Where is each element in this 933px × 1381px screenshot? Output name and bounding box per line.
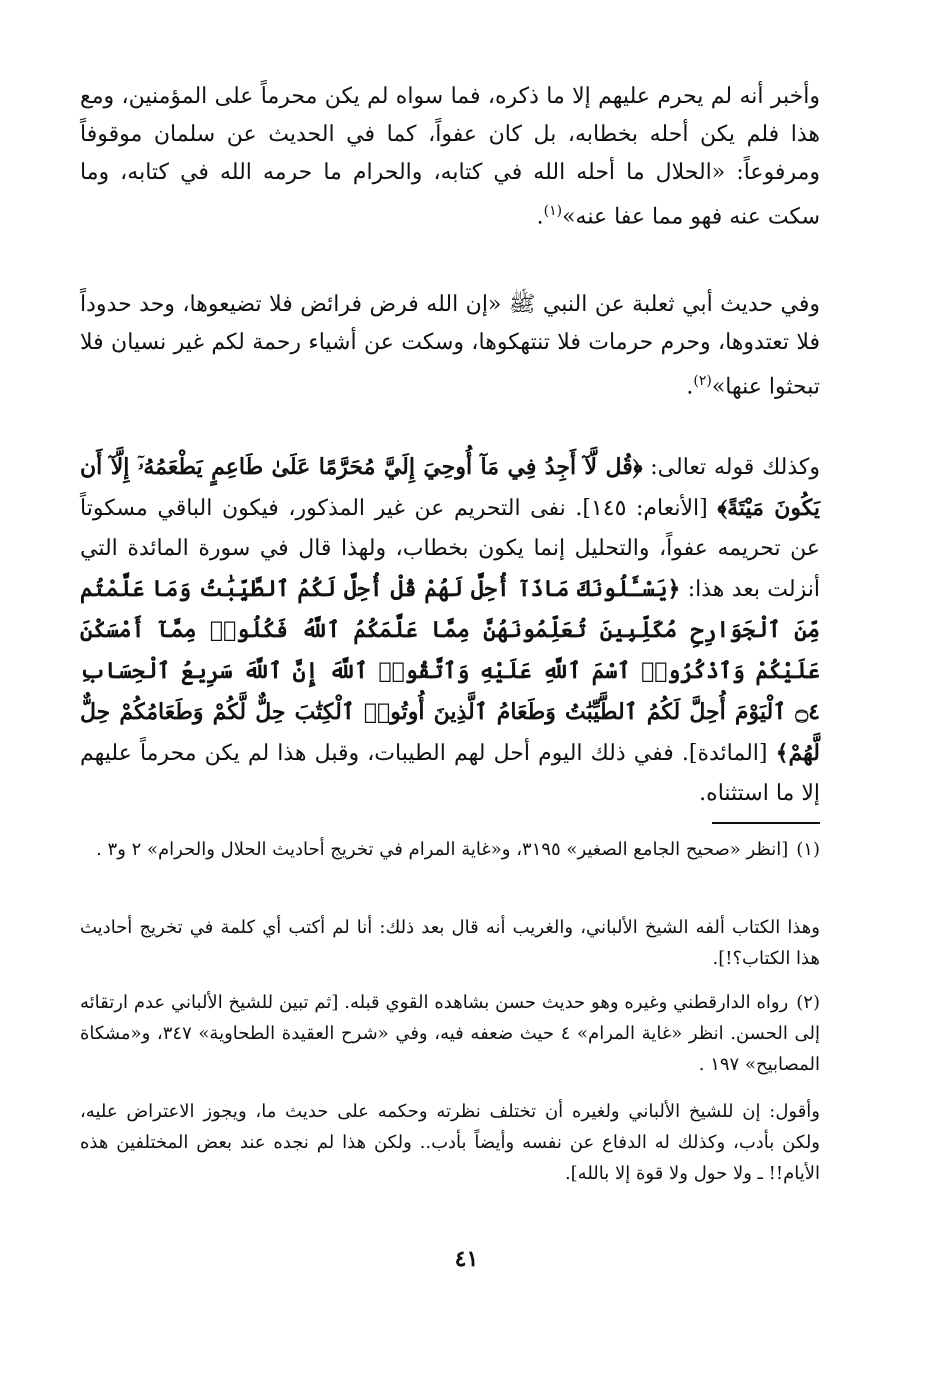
footnote-1: [80, 834, 820, 865]
quran-verse-maidah: ﴿يَسْـَٔلُونَكَ مَاذَآ أُحِلَّ لَهُمْ قُلْ أُحِلَّ لَكُمُ ٱلطَّيِّبَٰتُ وَمَا عَلَّمْتُم مِّنَ ٱلْجَوَارِحِ مُكَلِّبِينَ تُعَلِّمُونَهُنَّ مِمَّا عَلَّمَكُمُ ٱللَّهُ فَكُلُوا۟ مِمَّآ أَمْسَكْنَ عَلَيْكُمْ وَٱذْكُرُوا۟ ٱسْمَ ٱللَّهِ عَلَيْهِ وَٱتَّقُوا۟ ٱللَّهَ إِنَّ ٱللَّهَ سَرِيعُ ٱلْحِسَابِ ۝٤ ٱلْيَوْمَ أُحِلَّ لَكُمُ ٱلطَّيِّبَٰتُ وَطَعَامُ ٱلَّذِينَ أُوتُوا۟ ٱلْكِتَٰبَ حِلٌّ لَّكُمْ وَطَعَامُكُمْ حِلٌّ لَّهُمْ﴾: [80, 576, 820, 766]
paragraph-2-end: .: [686, 374, 694, 400]
quran-verse-anam: ﴿قُل لَّآ أَجِدُ فِي مَآ أُوحِيَ إِلَيَّ مُحَرَّمًا عَلَىٰ طَاعِمٍ يَطْعَمُهُۥٓ إِلَّآ أَن يَكُونَ مَيْتَةً﴾: [80, 454, 821, 521]
paragraph-1: [80, 78, 820, 236]
paragraph-3-intro: وكذلك قوله تعالى:: [642, 455, 821, 480]
footnote-ref-1[interactable]: (١): [543, 203, 563, 219]
page-number: ٤١: [454, 1246, 479, 1272]
paragraph-2: [80, 286, 820, 406]
footnote-2-number: (٢): [796, 992, 820, 1013]
footnote-2-text: رواه الدارقطني وغيره وهو حديث حسن بشاهده القوي قبله. [ثم تبين للشيخ الألباني عدم ارتقائه إلى الحسن. انظر «غاية المرام» ٤ حيث ضعفه فيه، وفي «شرح العقيدة الطحاوية» ٣٤٧، و«مشكاة المصابيح» ١٩٧ .: [80, 992, 820, 1075]
footnote-2-extra: وأقول: إن للشيخ الألباني ولغيره أن تختلف نظرته وحكمه على حديث ما، ويجوز الاعتراض عليه، ولكن بأدب، وكذلك له الدفاع عن نفسه وأيضاً بأدب.. ولكن هذا لم نجده عند بعض المختلفين هذه الأيام!! ـ ولا حول ولا قوة إلا بالله].: [80, 1101, 820, 1184]
footnote-1-extra: وهذا الكتاب ألفه الشيخ الألباني، والغريب أنه قال بعد ذلك: أنا لم أكتب أي كلمة في تخريج أحاديث هذا الكتاب؟!].: [80, 917, 820, 969]
paragraph-3-middle: [الأنعام: ١٤٥]. نفى التحريم عن غير المذكور، فيكون الباقي مسكوتاً عن تحريمه عفواً، والتحليل إنما يكون بخطاب، ولهذا قال في سورة المائدة التي أنزلت بعد هذا:: [80, 496, 820, 602]
paragraph-2-text: وفي حديث أبي ثعلبة عن النبي ﷺ «إن الله فرض فرائض فلا تضيعوها، وحد حدوداً فلا تعتدوها، وحرم حرمات فلا تنتهكوها، وسكت عن أشياء رحمة لكم غير نسيان فلا تبحثوا عنها»: [80, 292, 820, 400]
footnote-1-text: [انظر «صحيح الجامع الصغير» ٣١٩٥، و«غاية المرام في تخريج أحاديث الحلال والحرام» ٢ و٣ .: [96, 839, 789, 860]
paragraph-1-end: .: [536, 204, 544, 230]
paragraph-1-text: وأخبر أنه لم يحرم عليهم إلا ما ذكره، فما سواه لم يكن محرماً على المؤمنين، ومع هذا فلم يكن أحله بخطابه، بل كان عفواً، كما في الحديث عن سلمان موقوفاً ومرفوعاً: «الحلال ما أحله الله في كتابه، والحرام ما حرمه الله في كتابه، وما سكت عنه فهو مما عفا عنه»: [80, 84, 820, 230]
paragraph-3-conclusion: [المائدة]. ففي ذلك اليوم أحل لهم الطيبات، وقبل هذا لم يكن محرماً عليهم إلا ما استثناه.: [80, 741, 820, 806]
footnote-ref-2[interactable]: (٢): [693, 373, 712, 389]
footnote-2: [80, 987, 820, 1080]
footnote-1-number: (١): [796, 839, 820, 860]
footnote-separator: [712, 822, 820, 824]
paragraph-3: [80, 447, 820, 814]
